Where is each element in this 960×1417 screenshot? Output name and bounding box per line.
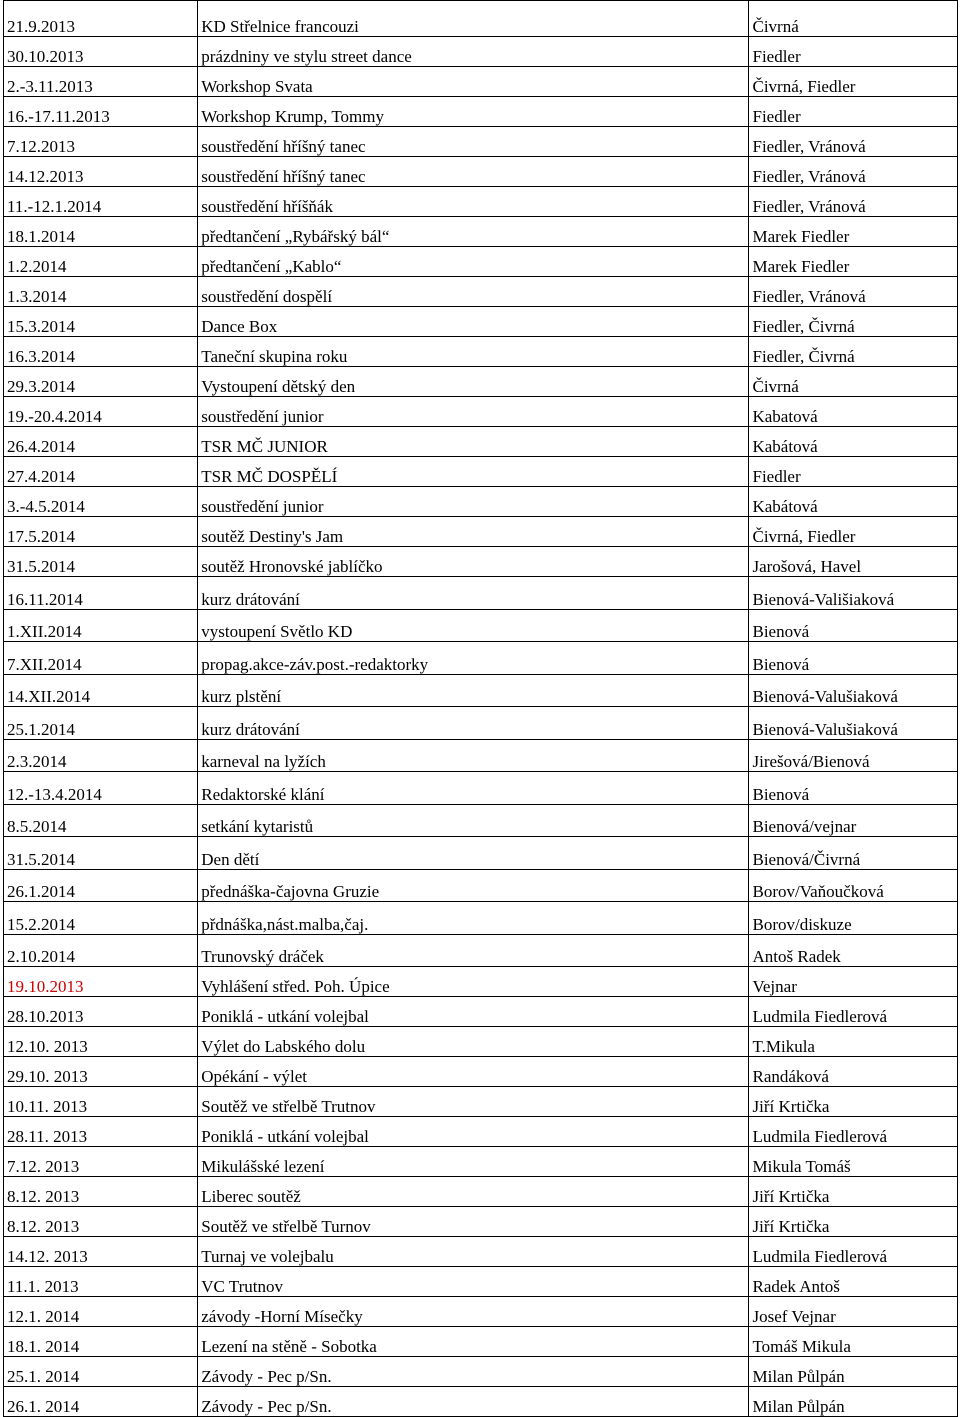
date-cell: 15.2.2014 bbox=[4, 902, 198, 935]
table-row bbox=[4, 1177, 958, 1207]
events-table bbox=[3, 0, 958, 1417]
event-cell: předtančení „Rybářský bál“ bbox=[198, 217, 749, 247]
event-cell: soustředění junior bbox=[198, 397, 749, 427]
responsible-person-cell: Jiří Krtička bbox=[749, 1207, 958, 1237]
event-cell: Opékání - výlet bbox=[198, 1057, 749, 1087]
event-cell: Vyhlášení střed. Poh. Úpice bbox=[198, 967, 749, 997]
date-cell: 1.3.2014 bbox=[4, 277, 198, 307]
event-cell: Závody - Pec p/Sn. bbox=[198, 1357, 749, 1387]
date-cell: 14.XII.2014 bbox=[4, 674, 198, 707]
event-cell: Workshop Svata bbox=[198, 67, 749, 97]
event-cell: soustředění junior bbox=[198, 487, 749, 517]
event-cell: Soutěž ve střelbě Turnov bbox=[198, 1207, 749, 1237]
table-row bbox=[4, 707, 958, 740]
table-row bbox=[4, 1267, 958, 1297]
responsible-person-cell: Fiedler, Vránová bbox=[749, 277, 958, 307]
event-cell: soustředění dospělí bbox=[198, 277, 749, 307]
table-row bbox=[4, 547, 958, 577]
responsible-person-cell: Borov/Vaňoučková bbox=[749, 869, 958, 902]
responsible-person-cell: Kabatová bbox=[749, 397, 958, 427]
table-row bbox=[4, 1027, 958, 1057]
event-cell: Soutěž ve střelbě Trutnov bbox=[198, 1087, 749, 1117]
responsible-person-cell: Jirešová/Bienová bbox=[749, 739, 958, 772]
table-row bbox=[4, 37, 958, 67]
responsible-person-cell: Čivrná bbox=[749, 1, 958, 37]
table-row bbox=[4, 837, 958, 870]
table-row bbox=[4, 97, 958, 127]
responsible-person-cell: Bienová bbox=[749, 642, 958, 675]
event-cell: Dance Box bbox=[198, 307, 749, 337]
date-cell: 8.12. 2013 bbox=[4, 1177, 198, 1207]
table-row bbox=[4, 869, 958, 902]
event-cell: Turnaj ve volejbalu bbox=[198, 1237, 749, 1267]
table-row bbox=[4, 337, 958, 367]
responsible-person-cell: Ludmila Fiedlerová bbox=[749, 997, 958, 1027]
responsible-person-cell: Marek Fiedler bbox=[749, 217, 958, 247]
table-row bbox=[4, 517, 958, 547]
table-row bbox=[4, 1297, 958, 1327]
table-row bbox=[4, 1237, 958, 1267]
responsible-person-cell: T.Mikula bbox=[749, 1027, 958, 1057]
responsible-person-cell: Bienová-Valušiaková bbox=[749, 707, 958, 740]
table-row bbox=[4, 487, 958, 517]
date-cell: 17.5.2014 bbox=[4, 517, 198, 547]
event-cell: Workshop Krump, Tommy bbox=[198, 97, 749, 127]
table-row bbox=[4, 397, 958, 427]
responsible-person-cell: Fiedler, Čivrná bbox=[749, 307, 958, 337]
date-cell: 8.5.2014 bbox=[4, 804, 198, 837]
responsible-person-cell: Čivrná bbox=[749, 367, 958, 397]
table-row bbox=[4, 457, 958, 487]
event-cell: kurz drátování bbox=[198, 577, 749, 610]
date-cell: 1.XII.2014 bbox=[4, 609, 198, 642]
table-row bbox=[4, 902, 958, 935]
responsible-person-cell: Jiří Krtička bbox=[749, 1177, 958, 1207]
event-cell: Taneční skupina roku bbox=[198, 337, 749, 367]
responsible-person-cell: Mikula Tomáš bbox=[749, 1147, 958, 1177]
table-row bbox=[4, 1117, 958, 1147]
table-row bbox=[4, 277, 958, 307]
date-cell: 18.1.2014 bbox=[4, 217, 198, 247]
event-cell: předtančení „Kablo“ bbox=[198, 247, 749, 277]
event-cell: kurz drátování bbox=[198, 707, 749, 740]
date-cell: 31.5.2014 bbox=[4, 837, 198, 870]
responsible-person-cell: Fiedler, Vránová bbox=[749, 187, 958, 217]
event-cell: setkání kytaristů bbox=[198, 804, 749, 837]
event-cell: Redaktorské klání bbox=[198, 772, 749, 805]
date-cell: 31.5.2014 bbox=[4, 547, 198, 577]
date-cell: 19.-20.4.2014 bbox=[4, 397, 198, 427]
event-cell: kurz plstění bbox=[198, 674, 749, 707]
table-row bbox=[4, 1327, 958, 1357]
table-row bbox=[4, 217, 958, 247]
date-cell: 11.1. 2013 bbox=[4, 1267, 198, 1297]
date-cell: 16.-17.11.2013 bbox=[4, 97, 198, 127]
event-cell: přednáška-čajovna Gruzie bbox=[198, 869, 749, 902]
responsible-person-cell: Josef Vejnar bbox=[749, 1297, 958, 1327]
responsible-person-cell: Bienová/vejnar bbox=[749, 804, 958, 837]
event-cell: karneval na lyžích bbox=[198, 739, 749, 772]
responsible-person-cell: Milan Půlpán bbox=[749, 1357, 958, 1387]
event-cell: soustředění hříšný tanec bbox=[198, 127, 749, 157]
date-cell: 7.12. 2013 bbox=[4, 1147, 198, 1177]
event-cell: Poniklá - utkání volejbal bbox=[198, 1117, 749, 1147]
event-cell: Trunovský dráček bbox=[198, 934, 749, 967]
table-row bbox=[4, 1387, 958, 1417]
date-cell: 7.XII.2014 bbox=[4, 642, 198, 675]
date-cell: 19.10.2013 bbox=[4, 967, 198, 997]
date-cell: 2.10.2014 bbox=[4, 934, 198, 967]
responsible-person-cell: Fiedler bbox=[749, 457, 958, 487]
date-cell: 12.1. 2014 bbox=[4, 1297, 198, 1327]
responsible-person-cell: Jiří Krtička bbox=[749, 1087, 958, 1117]
date-cell: 25.1.2014 bbox=[4, 707, 198, 740]
table-row bbox=[4, 1357, 958, 1387]
table-row bbox=[4, 127, 958, 157]
event-cell: Vystoupení dětský den bbox=[198, 367, 749, 397]
responsible-person-cell: Antoš Radek bbox=[749, 934, 958, 967]
responsible-person-cell: Jarošová, Havel bbox=[749, 547, 958, 577]
table-row bbox=[4, 642, 958, 675]
date-cell: 16.3.2014 bbox=[4, 337, 198, 367]
responsible-person-cell: Borov/diskuze bbox=[749, 902, 958, 935]
table-row bbox=[4, 997, 958, 1027]
date-cell: 12.-13.4.2014 bbox=[4, 772, 198, 805]
date-cell: 29.3.2014 bbox=[4, 367, 198, 397]
date-cell: 2.-3.11.2013 bbox=[4, 67, 198, 97]
event-cell: Poniklá - utkání volejbal bbox=[198, 997, 749, 1027]
responsible-person-cell: Radek Antoš bbox=[749, 1267, 958, 1297]
table-row bbox=[4, 577, 958, 610]
event-cell: přdnáška,nást.malba,čaj. bbox=[198, 902, 749, 935]
responsible-person-cell: Fiedler bbox=[749, 97, 958, 127]
date-cell: 15.3.2014 bbox=[4, 307, 198, 337]
responsible-person-cell: Bienová bbox=[749, 772, 958, 805]
table-row bbox=[4, 804, 958, 837]
event-cell: Závody - Pec p/Sn. bbox=[198, 1387, 749, 1417]
responsible-person-cell: Fiedler bbox=[749, 37, 958, 67]
event-cell: soustředění hříšný tanec bbox=[198, 157, 749, 187]
date-cell: 28.11. 2013 bbox=[4, 1117, 198, 1147]
responsible-person-cell: Bienová-Vališiaková bbox=[749, 577, 958, 610]
responsible-person-cell: Ludmila Fiedlerová bbox=[749, 1117, 958, 1147]
table-row bbox=[4, 967, 958, 997]
date-cell: 27.4.2014 bbox=[4, 457, 198, 487]
date-cell: 1.2.2014 bbox=[4, 247, 198, 277]
date-cell: 29.10. 2013 bbox=[4, 1057, 198, 1087]
date-cell: 8.12. 2013 bbox=[4, 1207, 198, 1237]
table-row bbox=[4, 772, 958, 805]
table-row bbox=[4, 1147, 958, 1177]
event-cell: TSR MČ DOSPĚLÍ bbox=[198, 457, 749, 487]
date-cell: 11.-12.1.2014 bbox=[4, 187, 198, 217]
date-cell: 26.1. 2014 bbox=[4, 1387, 198, 1417]
events-table-body bbox=[4, 1, 958, 1417]
table-row bbox=[4, 247, 958, 277]
date-cell: 28.10.2013 bbox=[4, 997, 198, 1027]
event-cell: soutěž Destiny's Jam bbox=[198, 517, 749, 547]
date-cell: 18.1. 2014 bbox=[4, 1327, 198, 1357]
event-cell: KD Střelnice francouzi bbox=[198, 1, 749, 37]
date-cell: 14.12. 2013 bbox=[4, 1237, 198, 1267]
event-cell: vystoupení Světlo KD bbox=[198, 609, 749, 642]
event-cell: prázdniny ve stylu street dance bbox=[198, 37, 749, 67]
event-cell: VC Trutnov bbox=[198, 1267, 749, 1297]
responsible-person-cell: Čivrná, Fiedler bbox=[749, 517, 958, 547]
date-cell: 16.11.2014 bbox=[4, 577, 198, 610]
table-row bbox=[4, 1057, 958, 1087]
event-cell: závody -Horní Mísečky bbox=[198, 1297, 749, 1327]
table-row bbox=[4, 307, 958, 337]
date-cell: 3.-4.5.2014 bbox=[4, 487, 198, 517]
date-cell: 7.12.2013 bbox=[4, 127, 198, 157]
date-cell: 26.1.2014 bbox=[4, 869, 198, 902]
date-cell: 14.12.2013 bbox=[4, 157, 198, 187]
responsible-person-cell: Bienová-Valušiaková bbox=[749, 674, 958, 707]
responsible-person-cell: Randáková bbox=[749, 1057, 958, 1087]
event-cell: Výlet do Labského dolu bbox=[198, 1027, 749, 1057]
table-row bbox=[4, 367, 958, 397]
responsible-person-cell: Bienová/Čivrná bbox=[749, 837, 958, 870]
date-cell: 2.3.2014 bbox=[4, 739, 198, 772]
date-cell: 30.10.2013 bbox=[4, 37, 198, 67]
event-cell: Mikulášské lezení bbox=[198, 1147, 749, 1177]
date-cell: 12.10. 2013 bbox=[4, 1027, 198, 1057]
event-cell: propag.akce-záv.post.-redaktorky bbox=[198, 642, 749, 675]
responsible-person-cell: Fiedler, Vránová bbox=[749, 157, 958, 187]
date-cell: 21.9.2013 bbox=[4, 1, 198, 37]
responsible-person-cell: Kabátová bbox=[749, 487, 958, 517]
table-row bbox=[4, 1, 958, 37]
responsible-person-cell: Čivrná, Fiedler bbox=[749, 67, 958, 97]
responsible-person-cell: Fiedler, Čivrná bbox=[749, 337, 958, 367]
table-row bbox=[4, 427, 958, 457]
responsible-person-cell: Ludmila Fiedlerová bbox=[749, 1237, 958, 1267]
table-row bbox=[4, 67, 958, 97]
table-row bbox=[4, 609, 958, 642]
responsible-person-cell: Marek Fiedler bbox=[749, 247, 958, 277]
table-row bbox=[4, 934, 958, 967]
event-cell: Lezení na stěně - Sobotka bbox=[198, 1327, 749, 1357]
table-row bbox=[4, 674, 958, 707]
event-cell: TSR MČ JUNIOR bbox=[198, 427, 749, 457]
responsible-person-cell: Bienová bbox=[749, 609, 958, 642]
responsible-person-cell: Kabátová bbox=[749, 427, 958, 457]
date-cell: 26.4.2014 bbox=[4, 427, 198, 457]
event-cell: soustředění hříšňák bbox=[198, 187, 749, 217]
event-cell: Liberec soutěž bbox=[198, 1177, 749, 1207]
table-row bbox=[4, 1087, 958, 1117]
responsible-person-cell: Milan Půlpán bbox=[749, 1387, 958, 1417]
date-cell: 10.11. 2013 bbox=[4, 1087, 198, 1117]
responsible-person-cell: Fiedler, Vránová bbox=[749, 127, 958, 157]
table-row bbox=[4, 187, 958, 217]
date-cell: 25.1. 2014 bbox=[4, 1357, 198, 1387]
event-cell: Den dětí bbox=[198, 837, 749, 870]
responsible-person-cell: Vejnar bbox=[749, 967, 958, 997]
table-row bbox=[4, 739, 958, 772]
table-row bbox=[4, 157, 958, 187]
event-cell: soutěž Hronovské jablíčko bbox=[198, 547, 749, 577]
table-row bbox=[4, 1207, 958, 1237]
responsible-person-cell: Tomáš Mikula bbox=[749, 1327, 958, 1357]
